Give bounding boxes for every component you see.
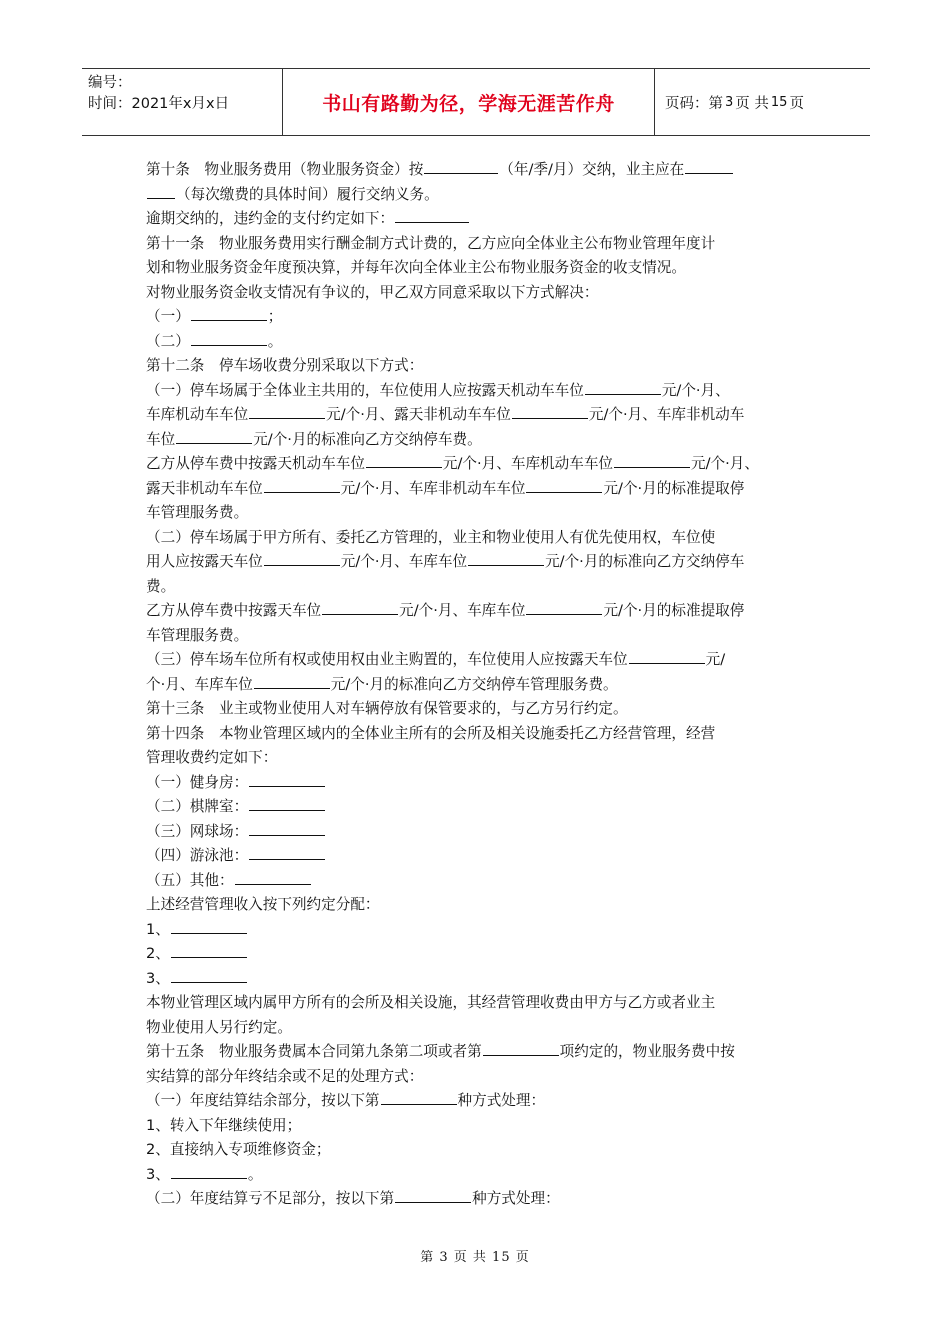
fill-blank[interactable] xyxy=(629,649,705,664)
paragraph-line: （五）其他： xyxy=(146,869,814,894)
fill-blank[interactable] xyxy=(468,551,544,566)
document-body xyxy=(146,158,814,1212)
fill-blank[interactable] xyxy=(614,453,690,468)
paragraph-line: 第十四条 本物业管理区域内的全体业主所有的会所及相关设施委托乙方经营管理，经营 xyxy=(146,724,716,742)
paragraph-line: （一）健身房： xyxy=(146,771,814,796)
fill-blank[interactable] xyxy=(171,968,247,983)
paragraph-line: 1、转入下年继续使用； xyxy=(146,1116,302,1134)
paragraph-line: 1、 xyxy=(146,918,814,943)
fill-blank[interactable] xyxy=(249,404,325,419)
paragraph-line: （每次缴费的具体时间）履行交纳义务。 xyxy=(146,183,814,208)
page-current: 3 xyxy=(725,94,734,110)
fill-blank[interactable] xyxy=(171,919,247,934)
paragraph-line: 划和物业服务资金年度预决算，并每年次向全体业主公布物业服务资金的收支情况。 xyxy=(146,259,686,276)
paragraph-line: 露天非机动车车位 元/个·月、车库非机动车车位 元/个·月的标准提取停 xyxy=(146,479,745,497)
paragraph-line: （二） 。 xyxy=(146,332,283,350)
fill-blank[interactable] xyxy=(512,404,588,419)
fill-blank[interactable] xyxy=(254,674,330,689)
fill-blank[interactable] xyxy=(264,551,340,566)
fill-blank[interactable] xyxy=(176,429,252,444)
paragraph-line: （一） ； xyxy=(146,308,283,325)
paragraph-line: （三）停车场车位所有权或使用权由业主购置的，车位使用人应按露天车位 元/ xyxy=(146,651,726,668)
fill-blank[interactable] xyxy=(249,821,325,836)
paragraph-line: 乙方从停车费中按露天机动车车位 元/个·月、车库机动车车位 元/个·月、 xyxy=(146,455,759,472)
paragraph-line: 管理收费约定如下： xyxy=(146,749,278,766)
paragraph-line: 3、 。 xyxy=(146,1165,263,1183)
fill-blank[interactable] xyxy=(395,208,469,223)
paragraph-line: 车位 元/个·月的标准向乙方交纳停车费。 xyxy=(146,430,482,448)
header-meta-cell xyxy=(82,69,283,135)
paragraph-line: 费。 xyxy=(146,577,176,595)
fill-blank[interactable] xyxy=(249,845,325,860)
paragraph-line: 上述经营管理收入按下列约定分配： xyxy=(146,896,380,913)
paragraph-line: 物业使用人另行约定。 xyxy=(146,1018,292,1036)
fill-blank[interactable] xyxy=(526,478,602,493)
paragraph-line: （一）年度结算结余部分，按以下第 种方式处理： xyxy=(146,1092,546,1109)
paragraph-line: 实结算的部分年终结余或不足的处理方式： xyxy=(146,1067,424,1085)
paragraph-line: （二）年度结算亏不足部分，按以下第 种方式处理： xyxy=(146,1190,560,1207)
paragraph-line: （二）棋牌室： xyxy=(146,795,814,820)
fill-blank[interactable] xyxy=(264,478,340,493)
paragraph-line: 乙方从停车费中按露天车位 元/个·月、车库车位 元/个·月的标准提取停 xyxy=(146,602,745,619)
paragraph-line: 第十条 物业服务费用（物业服务资金）按 （年/季/月）交纳，业主应在 xyxy=(146,158,814,183)
paragraph-line: 第十二条 停车场收费分别采取以下方式： xyxy=(146,357,424,374)
paragraph-line: 车库机动车车位 元/个·月、露天非机动车车位 元/个·月、车库非机动车 xyxy=(146,406,745,423)
paragraph-line: （四）游泳池： xyxy=(146,844,814,869)
fill-blank[interactable] xyxy=(585,380,661,395)
paragraph-line: 个·月、车库车位 元/个·月的标准向乙方交纳停车管理服务费。 xyxy=(146,675,618,693)
fill-blank[interactable] xyxy=(235,870,311,885)
page-mid: 页 共 xyxy=(735,95,769,112)
paragraph-line: （三）网球场： xyxy=(146,820,814,845)
page-prefix: 页码：第 xyxy=(665,95,723,112)
header-page-cell xyxy=(655,69,870,135)
fill-blank[interactable] xyxy=(395,1188,471,1203)
document-header xyxy=(82,68,870,136)
paragraph-line: 对物业服务资金收支情况有争议的，甲乙双方同意采取以下方式解决： xyxy=(146,283,599,301)
time-label: 时间：2021年x月x日 xyxy=(88,96,230,112)
fill-blank[interactable] xyxy=(424,159,498,174)
paragraph-line: 逾期交纳的，违约金的支付约定如下： xyxy=(146,207,814,232)
paragraph-line: （一）停车场属于全体业主共用的，车位使用人应按露天机动车车位 元/个·月、 xyxy=(146,381,730,399)
fill-blank[interactable] xyxy=(483,1041,559,1056)
page-suffix: 页 xyxy=(789,95,804,112)
paragraph-line: 3、 xyxy=(146,967,814,992)
header-motto-cell xyxy=(283,69,655,135)
fill-blank[interactable] xyxy=(366,453,442,468)
fill-blank[interactable] xyxy=(147,184,175,199)
fill-blank[interactable] xyxy=(191,331,267,346)
paragraph-line: 第十一条 物业服务费用实行酬金制方式计费的，乙方应向全体业主公布物业管理年度计 xyxy=(146,234,716,252)
number-label: 编号： xyxy=(88,75,132,91)
paragraph-line: 用人应按露天车位 元/个·月、车库车位 元/个·月的标准向乙方交纳停车 xyxy=(146,553,745,570)
fill-blank[interactable] xyxy=(526,600,602,615)
paragraph-line: 2、直接纳入专项维修资金； xyxy=(146,1141,331,1158)
page-total: 15 xyxy=(770,94,788,110)
fill-blank[interactable] xyxy=(249,772,325,787)
fill-blank[interactable] xyxy=(171,1164,247,1179)
paragraph-line: 第十五条 物业服务费属本合同第九条第二项或者第 项约定的，物业服务费中按 xyxy=(146,1043,735,1060)
page-footer: 第 3 页 共 15 页 xyxy=(420,1250,530,1265)
fill-blank[interactable] xyxy=(171,943,247,958)
paragraph-line: 第十三条 业主或物业使用人对车辆停放有保管要求的，与乙方另行约定。 xyxy=(146,700,628,717)
paragraph-line: 本物业管理区域内属甲方所有的会所及相关设施，其经营管理收费由甲方与乙方或者业主 xyxy=(146,994,716,1011)
fill-blank[interactable] xyxy=(381,1090,457,1105)
motto-text: 书山有路勤为径，学海无涯苦作舟 xyxy=(322,92,615,115)
paragraph-line: （二）停车场属于甲方所有、委托乙方管理的，业主和物业使用人有优先使用权，车位使 xyxy=(146,528,716,546)
fill-blank[interactable] xyxy=(322,600,398,615)
fill-blank[interactable] xyxy=(249,796,325,811)
paragraph-line: 车管理服务费。 xyxy=(146,626,249,644)
paragraph-line: 2、 xyxy=(146,942,814,967)
fill-blank[interactable] xyxy=(685,159,733,174)
paragraph-line: 车管理服务费。 xyxy=(146,504,249,521)
fill-blank[interactable] xyxy=(191,306,267,321)
